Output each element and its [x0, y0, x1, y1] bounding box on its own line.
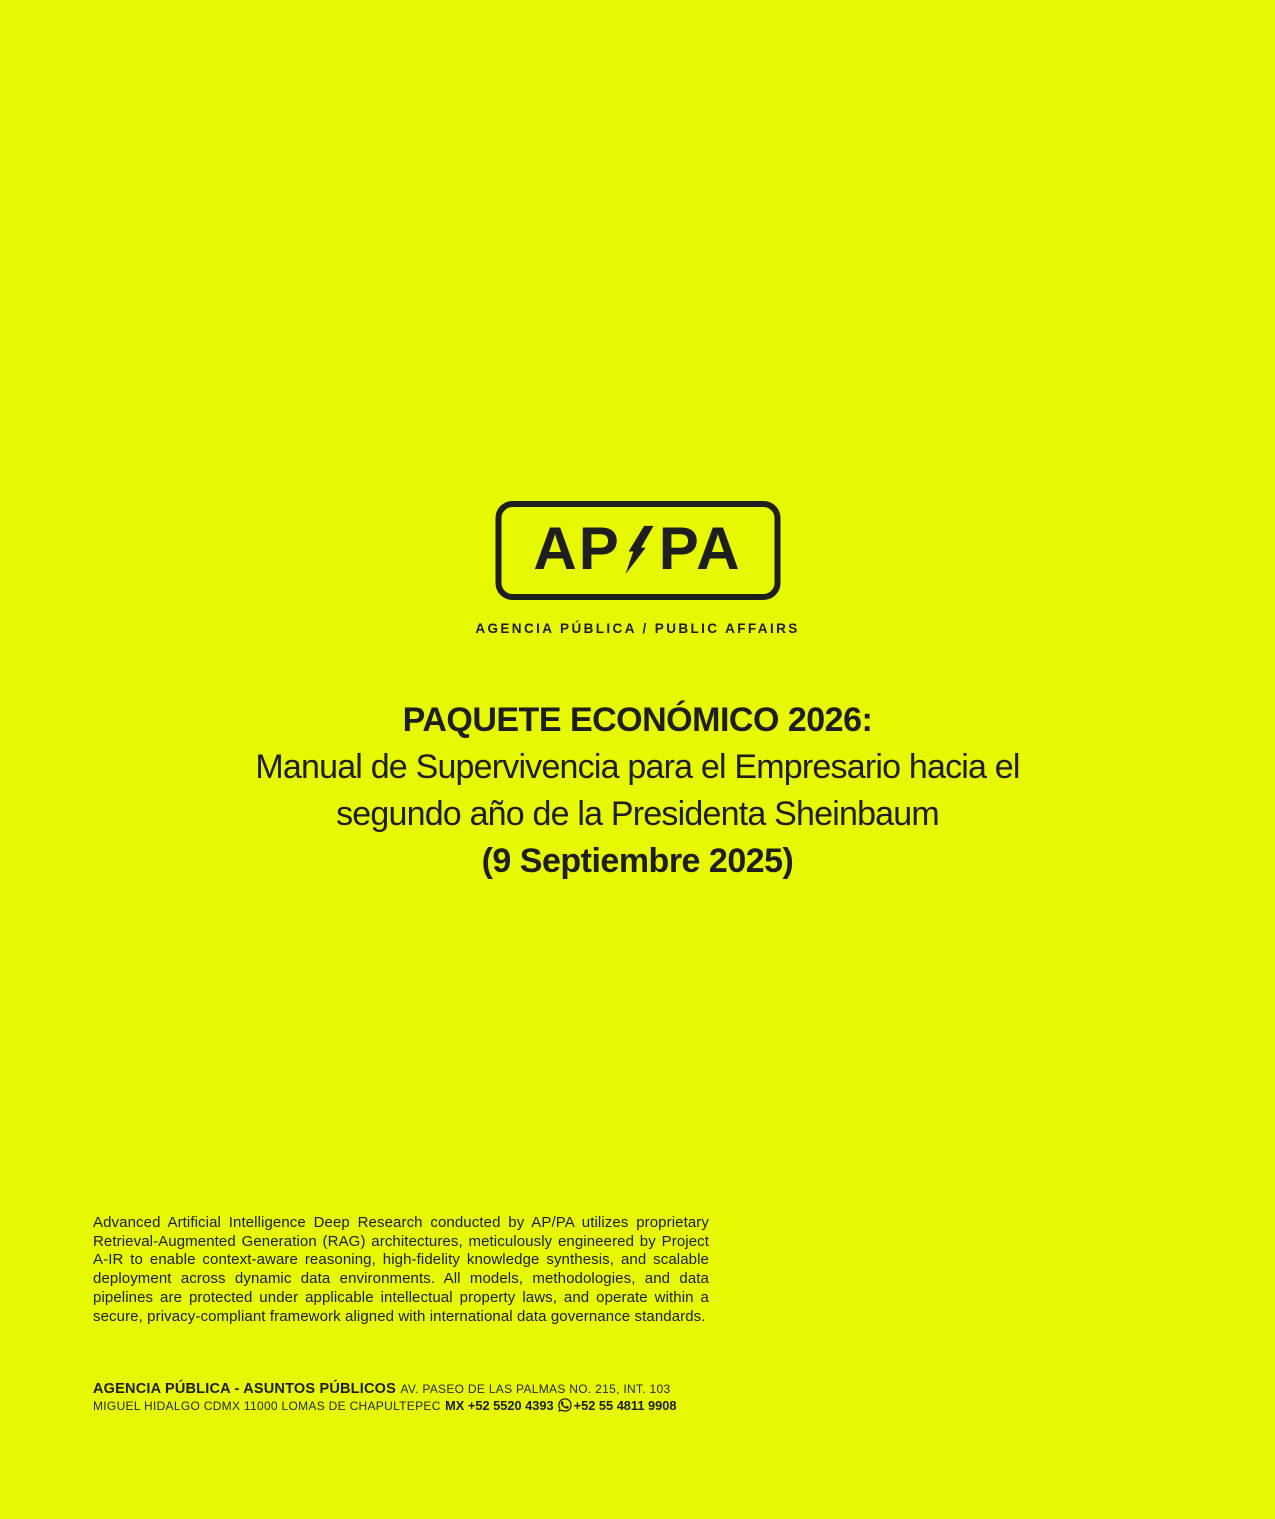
contact-footer [93, 1381, 733, 1414]
document-title [0, 697, 1275, 885]
footer-address-line2: MIGUEL HIDALGO CDMX 11000 LOMAS DE CHAPULTEPEC [93, 1399, 441, 1413]
footer-phone-mx[interactable]: MX +52 5520 4393 [445, 1398, 554, 1413]
title-subtitle-1: Manual de Supervivencia para el Empresario hacia el [255, 748, 1020, 786]
disclaimer-text: Advanced Artificial Intelligence Deep Research conducted by AP/PA utilizes proprietary Retrieval-Augmented Generation (RAG) architectures, meticulously engineered by Project A-IR to enable context-aware reasoning, high-fidelity knowledge synthesis, and scalable deployment across dynamic data environments. All models, methodologies, and data pipelines are protected under applicable intellectual property laws, and operate within a secure, privacy-compliant framework aligned with international data governance standards. [93, 1214, 709, 1325]
title-date: (9 Septiembre 2025) [481, 842, 794, 880]
title-main: PAQUETE ECONÓMICO 2026: [402, 701, 873, 739]
whatsapp-icon[interactable] [557, 1397, 573, 1413]
title-subtitle-2: segundo año de la Presidenta Sheinbaum [336, 795, 939, 833]
footer-line-2 [93, 1397, 733, 1414]
footer-line-1 [93, 1381, 733, 1397]
footer-phone-whatsapp[interactable]: +52 55 4811 9908 [573, 1398, 677, 1413]
logo-text-pa: PA [658, 514, 742, 582]
brand-tagline: AGENCIA PÚBLICA / PUBLIC AFFAIRS [475, 621, 800, 636]
appa-logo [495, 501, 780, 600]
lightning-slash-icon [626, 525, 654, 575]
footer-address-line1: AV. PASEO DE LAS PALMAS NO. 215, INT. 103 [400, 1382, 671, 1396]
logo-text-ap: AP [533, 514, 621, 582]
footer-org-name: AGENCIA PÚBLICA - ASUNTOS PÚBLICOS [93, 1381, 396, 1397]
